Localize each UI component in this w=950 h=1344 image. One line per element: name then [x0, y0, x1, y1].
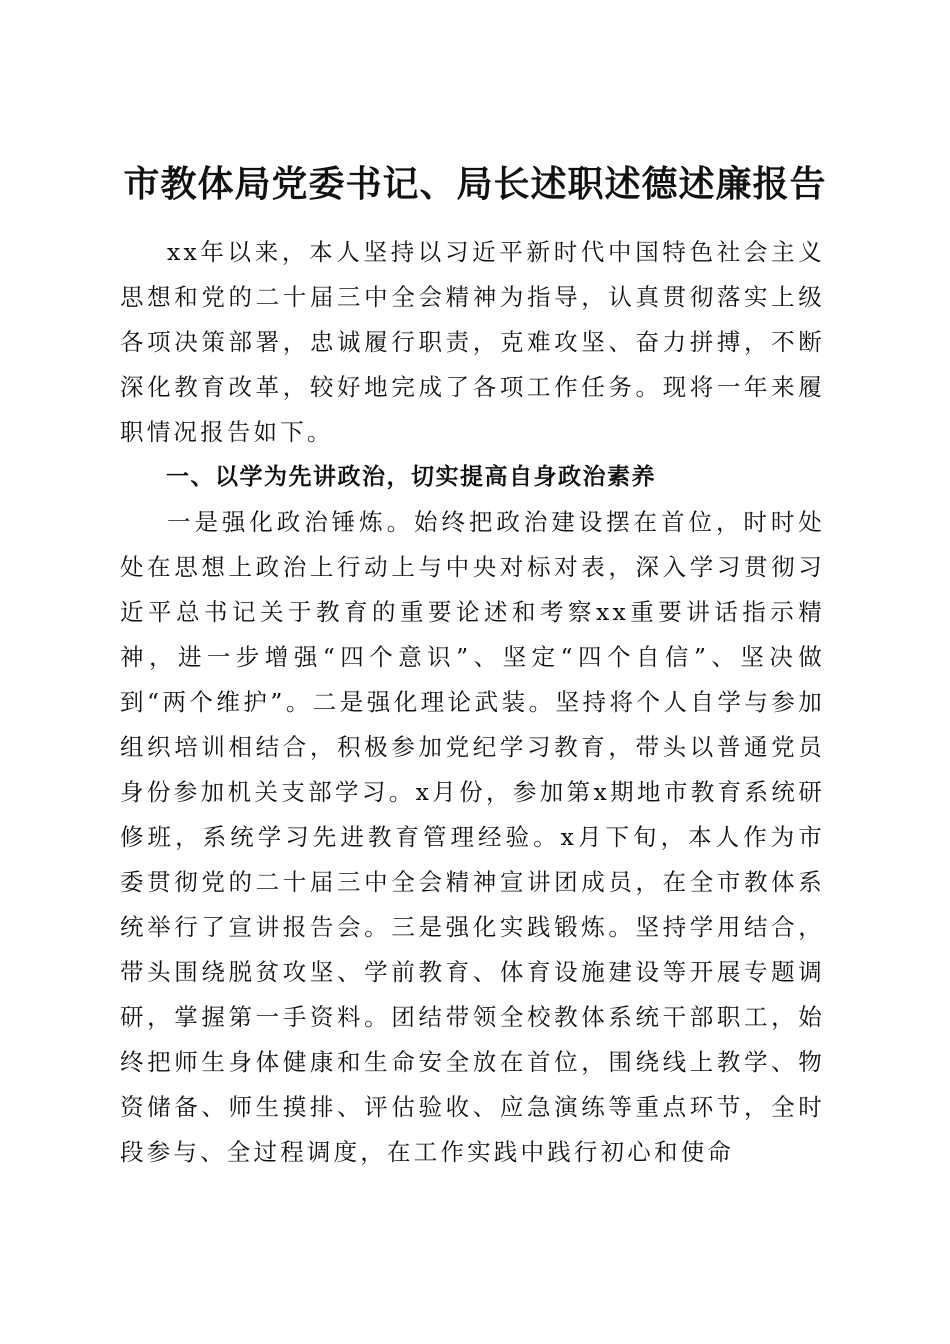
- intro-paragraph: xx年以来，本人坚持以习近平新时代中国特色社会主义思想和党的二十届三中全会精神为指导，认真贯彻落实上级各项决策部署，忠诚履行职责，克难攻坚、奋力拼搏，不断深化教育改革，较好地完成了各项工作任务。现将一年来履职情况报告如下。: [120, 238, 825, 446]
- section-1-heading: 一、以学为先讲政治，切实提高自身政治素养: [166, 464, 656, 490]
- document-body: [120, 230, 825, 1175]
- section-1-paragraph: 一是强化政治锤炼。始终把政治建设摆在首位，时时处处在思想上政治上行动上与中央对标对表，深入学习贯彻习近平总书记关于教育的重要论述和考察xx重要讲话指示精神，进一步增强“四个意识”、坚定“四个自信”、坚决做到“两个维护”。二是强化理论武装。坚持将个人自学与参加组织培训相结合，积极参加党纪学习教育，带头以普通党员身份参加机关支部学习。x月份，参加第x期地市教育系统研修班，系统学习先进教育管理经验。x月下旬，本人作为市委贯彻党的二十届三中全会精神宣讲团成员，在全市教体系统举行了宣讲报告会。三是强化实践锻炼。坚持学用结合，带头围绕脱贫攻坚、学前教育、体育设施建设等开展专题调研，掌握第一手资料。团结带领全校教体系统干部职工，始终把师生身体健康和生命安全放在首位，围绕线上教学、物资储备、师生摸排、评估验收、应急演练等重点环节，全时段参与、全过程调度，在工作实践中践行初心和使命: [120, 508, 825, 1166]
- document-title: 市教体局党委书记、局长述职述德述廉报告: [123, 163, 827, 206]
